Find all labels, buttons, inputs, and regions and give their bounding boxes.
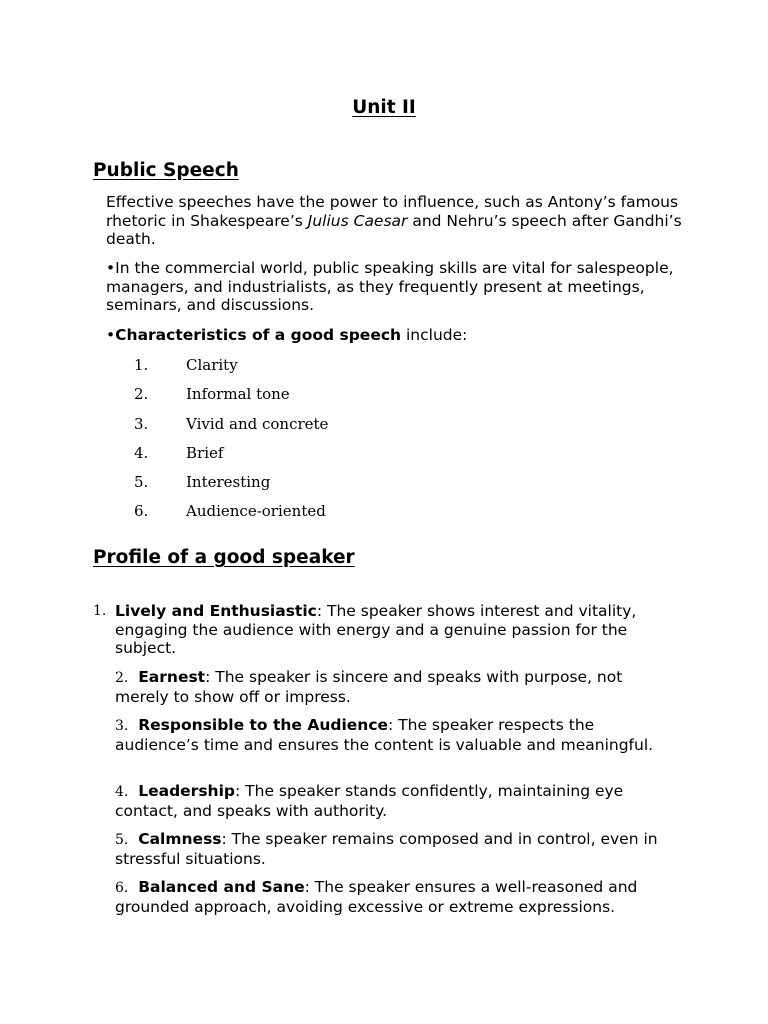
list-item-number: 1. xyxy=(134,356,149,374)
list-item-number: 3. xyxy=(134,414,149,433)
characteristics-rest: include: xyxy=(401,326,468,344)
intro-text-start: Effective speeches have the power to influence, such as Antony’s famous rhetoric in Shakespeare’s xyxy=(106,193,679,230)
profile-item-description: : The speaker respects the audience’s time and ensures the content is valuable and meaningful. xyxy=(115,716,654,754)
list-item xyxy=(0,470,768,499)
profile-item-description: : The speaker stands confidently, maintaining eye contact, and speaks with authority. xyxy=(115,782,624,820)
profile-item xyxy=(115,668,675,706)
profile-item-description: : The speaker remains composed and in control, even in stressful situations. xyxy=(115,830,658,868)
profile-item-term: Leadership xyxy=(138,782,235,800)
list-item-number: 4. xyxy=(134,443,149,462)
profile-item-term: Responsible to the Audience xyxy=(138,716,389,734)
list-item xyxy=(0,499,768,528)
profile-item-number: 4. xyxy=(115,784,129,800)
profile-item-number: 5. xyxy=(115,832,129,848)
list-item xyxy=(0,441,768,470)
page-title: Unit II xyxy=(352,97,416,118)
list-item-text: Clarity xyxy=(186,356,238,374)
profile-item-number: 3. xyxy=(115,718,129,734)
list-item-text: Vivid and concrete xyxy=(186,414,329,433)
public-speech-heading: Public Speech xyxy=(93,160,239,181)
profile-item-description: : The speaker shows interest and vitality, engaging the audience with energy and a genuine passion for the subject. xyxy=(115,602,637,657)
profile-item xyxy=(115,716,675,754)
list-item-text: Informal tone xyxy=(186,385,290,404)
characteristics-bullet: • xyxy=(106,326,116,344)
intro-paragraph xyxy=(106,193,686,249)
profile-item-number: 2. xyxy=(115,670,129,686)
intro-italic-title: Julius Caesar xyxy=(307,211,408,230)
list-item xyxy=(0,382,768,411)
profile-item-term: Earnest xyxy=(138,668,206,686)
characteristics-list xyxy=(0,353,768,529)
intro-text-end: and Nehru’s speech after Gandhi’s death. xyxy=(106,211,682,248)
profile-item-number: 1. xyxy=(93,603,107,619)
profile-item-description: : The speaker is sincere and speaks with purpose, not merely to show off or impress. xyxy=(115,668,623,706)
profile-item-description: : The speaker ensures a well-reasoned and grounded approach, avoiding excessive or extreme expressions. xyxy=(115,878,638,916)
profile-item xyxy=(115,830,675,868)
list-item-number: 2. xyxy=(134,385,149,404)
profile-item xyxy=(115,878,675,916)
list-item-text: Interesting xyxy=(186,473,271,492)
characteristics-bold-label: Characteristics of a good speech xyxy=(115,326,402,344)
characteristics-intro xyxy=(106,326,686,345)
list-item-number: 6. xyxy=(134,502,149,521)
profile-item xyxy=(93,602,675,658)
profile-item xyxy=(115,782,675,820)
list-item-number: 5. xyxy=(134,473,149,492)
profile-item-term: Calmness xyxy=(138,830,222,848)
profile-item-term: Lively and Enthusiastic xyxy=(115,602,317,620)
list-item xyxy=(0,353,768,382)
profile-item-term: Balanced and Sane xyxy=(138,878,305,896)
list-item-text: Audience-oriented xyxy=(186,502,326,521)
list-item-text: Brief xyxy=(186,443,224,462)
list-item xyxy=(0,412,768,441)
commercial-paragraph: •In the commercial world, public speaking skills are vital for salespeople, managers, and industrialists, as they frequently present at meetings, seminars, and discussions. xyxy=(106,259,674,314)
profile-heading: Profile of a good speaker xyxy=(93,547,355,568)
profile-item-number: 6. xyxy=(115,880,129,896)
